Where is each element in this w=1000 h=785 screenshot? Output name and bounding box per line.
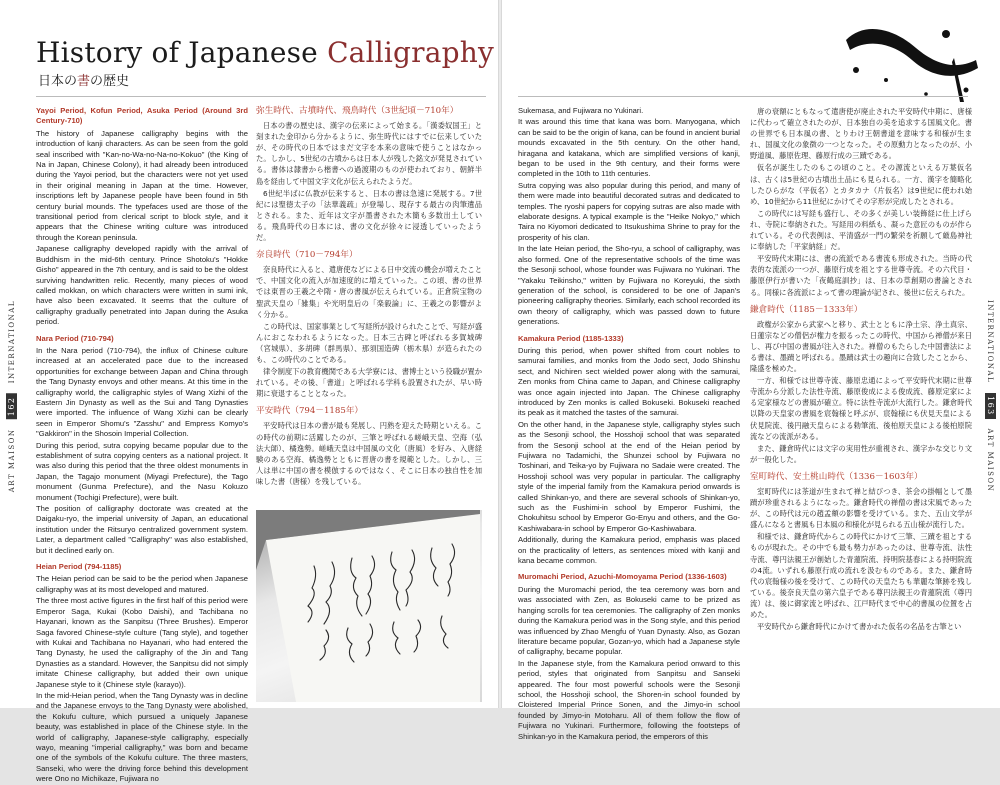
paragraph: In the Nara period (710-794), the influx of Chinese culture increased at an accelerated pace due to the increased opportunities for exchange between Japan and China through the Tang Dynasty envoys and other means. At this time in the calligraphy world, the calligraphic styles of Wang Xizhi of the Eastern Jin Dynasty as well as the Sui and Tang Dynasties were imported. The influence of Wang Xizhi can be clearly seen in Emperor Shomu's "Zasshu" and Empress Komyo's "Gakkiron" in the Shosoin Imperial Collection. bbox=[36, 345, 248, 439]
right-side-label: INTERNATIONAL 163 ART MAISON bbox=[986, 300, 995, 493]
left-page bbox=[0, 0, 498, 784]
paragraph: On the other hand, in the Japanese style, calligraphy styles such as the Sesonji school, the Hosshoji school that was separated from the Sesonji school at the end of the Heian period by Fujiwara no Tadamichi, the Shunzei school by Fujiwara no Toshinari, and Teika-yo by Fujiwara no Sadaie were created. The Hosshoji school was very popular in particular. The calligraphy style of the imperial family from the Kamakura period onwards is called Shinkan-yo, and there are several schools of Shinkan-yo, such as the Fushimi-in school by Emperor Fushimi, the Chokuhitsu school by Emperor Go-Enyu and others, and the Go-Kashiwabara-in school by Emperor Go-Kashiwabara. bbox=[518, 419, 740, 533]
paragraph: 律令制度下の教育機関である大学寮には、書博士という役職が置かれている。その後、「書道」と呼ばれる学科も設置されたが、早い時期に衰退することとなった。 bbox=[256, 367, 482, 399]
paragraph: 奈良時代に入ると、遣唐使などによる日中交流の機会が増えたことで、中国文化の流入が加速度的に増えていった。この頃、書の世界では東晋の王羲之や隋・唐の書風が伝えられている。正倉院宝物の聖武天皇の「雑集」や光明皇后の「楽毅論」に、王羲之の影響がよく分かる。 bbox=[256, 265, 482, 319]
paragraph: また、鎌倉時代には文字の実用性が重視され、漢字かな交じり文が一般化した。 bbox=[750, 443, 972, 464]
japanese-column-2 bbox=[750, 106, 972, 702]
paragraph: The Heian period can be said to be the period when Japanese calligraphy was at its most developed and matured. bbox=[36, 574, 248, 594]
paragraph: The three most active figures in the first half of this period were Emperor Saga, Kukai (Kobo Daishi), and Tachibana no Hayanari, known as the Sanpitsu (Three Brushes). Emperor Saga favored Chinese-style culture (Tang style), and together with Kukai and Tachibana no Hayanari, who had entered the Tang Dynasty, he used the calligraphy of the Jin and Tang Dynasties as a standard. However, the Sanpitsu did not simply imitate Chinese calligraphy, but added their own unique Japanese style to it (Chinese style (karayo)). bbox=[36, 596, 248, 689]
paragraph: The position of calligraphy doctorate was created at the Daigaku-ryo, the imperial university of Japan, an educational institution under the Ritsuryo centralized government system. Later, a department called "Calligraphy" was also established, but it declined early on. bbox=[36, 504, 248, 555]
paragraph: During this period, when power shifted from court nobles to samurai families, and monks from the Jodo sect, Jodo Shinshu sect, and Nichiren sect wielded power along with the samurai, Zen monks from China came to Japan, and Chinese calligraphy was once again injected into Japan. The Chinese calligraphy introduced by Zen monks is called Bokuseki. Bokuseki reached its peak as it matched the tastes of the samurai. bbox=[518, 345, 740, 418]
paragraph: 平安時代から鎌倉時代にかけて書かれた仮名の名品を古筆とい bbox=[757, 622, 962, 632]
paragraph: 仮名が誕生したのもこの頃のこと。その源流といえる万葉仮名は、古くは5世紀の古墳出土品にも見られる。一方、漢字を簡略化したひらがな（平仮名）とカタカナ（片仮名）は9世紀に使われ始め、10世紀から11世紀にかけてその字形が完成したとされる。 bbox=[750, 163, 972, 206]
paragraph: Japanese calligraphy developed rapidly with the arrival of Buddhism in the mid-6th century. Prince Shotoku's "Hokke Gisho" appeared in the 7th century, and is said to be the oldest surviving handwritten relic. Recently, many pieces of wood called mokkan, on which characters were written in sumi ink, have also been excavated. It seems that the culture of calligraphy gradually penetrated into Japan during the Asuka period. bbox=[36, 244, 248, 327]
paragraph: 唐の衰額にともなって遣唐使が廃止された平安時代中期に、唐様に代わって確立されたのが、日本独自の美を追求する国風文化。書の世界でも日本風の書、とりわけ王朝書道を意味する和様が生まれ、国風文化の象徴の一つとなった。その原動力となったのが、小野道風、藤原佐理、藤原行成の三蹟である。 bbox=[750, 107, 972, 161]
paragraph: 政権が公家から武家へと移り、武士とともに浄土宗、浄土真宗、日蓮宗などの僧侶が権力を振るったこの時代、中国から禅僧が来日し、再び中国の書風が注入された。禅僧のもたらした中国書法による書は、墨蹟と呼ばれる。墨蹟は武士の趣向に合致したことから、隆盛を極めた。 bbox=[750, 319, 972, 374]
title-rule bbox=[36, 96, 486, 97]
paragraph: Sutra copying was also popular during this period, and many of them were made into beautiful decorated sutras and dedicated to temples. The ryoshi papers for copying sutras are also made with elaborate designs. A typical example is the "Heike Nokyo," which Taira no Kiyomori dedicated to Itsukushima Shrine to pray for the prosperity of his clan. bbox=[518, 180, 740, 242]
english-column-2 bbox=[518, 106, 740, 741]
section-heading: 奈良時代（710－794年） bbox=[256, 250, 358, 261]
paragraph: In the mid-Heian period, when the Tang Dynasty was in decline and the Japanese envoys to the Tang Dynasty were abolished, the Kokufu culture, which pursued a uniquely Japanese beauty, was established in place of the Chinese style. In the world of calligraphy, Japanese-style calligraphy, especially wayo, meaning "imperial calligraphy," was born and became one of the symbols of the Kokufu culture. The three masters, Sanseki, who were the driving force behind this development were Ono no Michikaze, Fujiwara no bbox=[36, 690, 248, 784]
section-heading: Yayoi Period, Kofun Period, Asuka Period (Around 3rd Century-710) bbox=[36, 106, 248, 126]
right-rule bbox=[518, 96, 968, 97]
page-title: History of Japanese Calligraphy bbox=[36, 36, 495, 69]
paragraph: 平安時代は日本の書が最も発展し、円熟を迎えた時期といえる。この時代の前期に活躍したのが、三筆と呼ばれる嵯峨天皇、空海（弘法大師）、橘逸勢。嵯峨天皇は中国風の文化（唐風）を好み、入唐経験のある空海、橘逸勢とともに晋唐の書を規範とした。しかし、三人は単に中国の書を模倣するのではなく、そこに日本の独自性を加味した書（唐様）を残している。 bbox=[256, 421, 482, 486]
paragraph: In the Japanese style, from the Kamakura period onward to this period, styles that originated from Sanpitsu and Sanseki appeared. The four most powerful schools were the Sesonji school, the Hosshoji school, the Shoren-in school founded by Cloistered Imperial Prince Sonen, and the Jimyo-in school founded by Jimyo-in Motoharu. All of them follow the flow of Fujiwara no Yukinari. Furthermore, following the footsteps of Shinkan-yo in the Kamakura period, the emperors of this bbox=[518, 658, 740, 741]
paragraph: 平安時代末期には、書の流派である書流も形成された。当時の代表的な流派の一つが、藤原行成を祖とする世尊寺流。その六代目・藤原伊行が書いた「夜鶴庭訓抄」は、日本の草創期の書論とされる。同様に各流派によって書の理論が記され、後世に伝えられた。 bbox=[750, 254, 972, 297]
section-heading: Heian Period (794-1185) bbox=[36, 562, 122, 572]
paragraph: Additionally, during the Kamakura period, emphasis was placed on the practicality of letters, as sentences mixed with kanji and kana became common. bbox=[518, 535, 740, 566]
calligraphy-sheet-illustration bbox=[256, 510, 482, 702]
paragraph: During the Muromachi period, the tea ceremony was born and was associated with Zen, as Bokuseki came to be prized as hanging scrolls for tea ceremonies. The calligraphy of Zen monks during the Kamakura period was in the Song style, and this period was influenced by Zhao Mengfu of Yuan Dynasty. Also, as Gozan literature became popular, Gozan-yo, which had a Japanese style of calligraphy, became popular. bbox=[518, 584, 740, 657]
english-column-1 bbox=[36, 106, 248, 784]
page-number-right: 163 bbox=[985, 393, 996, 419]
calligraphy-photo bbox=[256, 510, 482, 702]
left-side-label: ART MAISON 162 INTERNATIONAL bbox=[7, 300, 16, 493]
section-heading: 室町時代、安土桃山時代（1336－1603年） bbox=[750, 471, 923, 482]
section-heading: Muromachi Period, Azuchi-Momoyama Period (1336-1603) bbox=[518, 572, 727, 582]
ink-splash-decoration bbox=[826, 10, 986, 110]
paragraph: It was around this time that kana was born. Manyogana, which can be said to be the origin of kana, can be found in ancient burial mounds excavated in the 5th century. On the other hand, hiragana and katakana, which are simplified versions of kanji, began to be used in the 9th century, and their forms were completed in the 10th to 11th centuries. bbox=[518, 117, 740, 179]
paragraph: The history of Japanese calligraphy begins with the introduction of kanji characters. As can be seen from the gold seal inscribed with "Kan-no-Wa-no-Na-no-Kokuo" (the King of Na in Japan, Chinese Colony), it had already been introduced during the Yayoi period, but the characters were not yet used in their original meaning in Japan at the time. However, inscriptions left by Japanese people have been found in 5th century burial mounds. The typefaces used are those of the transitional period from clerical script to block style, and it appears that the Chinese writing culture was introduced through the Korean peninsula. bbox=[36, 128, 248, 242]
section-heading: Kamakura Period (1185-1333) bbox=[518, 333, 624, 343]
paragraph: During this period, sutra copying became popular due to the establishment of sutra copying centers as a national project. It was also during this period that the three oldest monuments in Japan, the Tagajo monument (Miyagi Prefecture), the Tago monument (Gunma Prefecture), and the Nasu Kokuzo monument (Tochigi Prefecture), were built. bbox=[36, 440, 248, 502]
section-heading: 弥生時代、古墳時代、飛鳥時代（3世紀頃－710年） bbox=[256, 106, 459, 116]
paragraph: Sukemasa, and Fujiwara no Yukinari. bbox=[518, 106, 644, 115]
paragraph: この時代には写経も盛行し、その多くが美しい装飾経に仕上げられ、寺院に奉納された。写経用の料紙も、凝った意匠のものが作られている。その代表例は、平清盛が一門の繁栄を祈願して厳島神社に奉納した「平家納経」だ。 bbox=[750, 208, 972, 252]
japanese-column-1 bbox=[256, 106, 482, 502]
section-heading: 平安時代（794－1185年） bbox=[256, 406, 364, 417]
page-subtitle: 日本の書の歴史 bbox=[38, 74, 130, 89]
right-page bbox=[502, 0, 1000, 741]
page-number-left: 162 bbox=[6, 393, 17, 419]
paragraph: In the late Heian period, the Sho-ryu, a school of calligraphy, was also formed. One of the representative schools of the time was the Sesonji school, whose founder was Fujiwara no Yukinari. The "Yakaku Teikinsho," written by Fujiwara no Koreyuki, the sixth generation of the school, is considered to be one of Japan's pioneering calligraphy theories. Similarly, each school recorded its own theory of calligraphy, which was passed down to future generations. bbox=[518, 244, 740, 327]
paragraph: 6世紀半ばに仏教が伝来すると、日本の書は急速に発展する。7世紀には聖徳太子の「法華義疏」が登場し、現存する最古の肉筆遺品とされる。また、近年は文字が墨書された木簡も多数出土している。飛鳥時代の日本には、書の文化が徐々に浸透していったようだ。 bbox=[256, 188, 482, 243]
paragraph: 和様では、鎌倉時代からこの時代にかけて三筆、三蹟を祖とするものが現れた。その中でも最も勢力があったのは、世尊寺流、法性寺流、尊円法親王が創始した青蓮院流、持明院基春による持明院流の4流。いずれも藤原行成の流れを汲むものである。また、鎌倉時代の宸翰様の後を受けて、この時代の天皇たちも華麗な筆跡を残している。後奈良天皇の第六皇子である尊円法親王の青蓮院流（尊円流）は、後に御家流と呼ばれ、江戸時代まで中心的書風の位置を占めた。 bbox=[750, 532, 972, 620]
paragraph: 室町時代には茶道が生まれて禅と結びつき、茶会の掛幅として墨蹟が珍重されるようになった。鎌倉時代の禅僧の書は宋風であったが、この時代は元の趙孟頫の影響を受けている。また、五山文学が盛んになると書風も日本風の和様化が見られる五山様が流行した。 bbox=[750, 487, 972, 530]
section-heading: 鎌倉時代（1185－1333年） bbox=[750, 304, 863, 315]
paragraph: 一方、和様では世尊寺流、藤原忠通によって平安時代末期に世尊寺流から分派した法性寺流、藤原俊成による俊成流、藤原定家による定家様などの書風が確立。特に法性寺流が大流行した。鎌倉時代以降の天皇家の書風を宸翰様と呼ぶが、宸翰様にも伏見天皇による伏見院流、後円融天皇らによる勅筆流、後柏原天皇による後柏原院流などの流派がある。 bbox=[750, 376, 972, 441]
section-heading: Nara Period (710-794) bbox=[36, 333, 114, 343]
paragraph: この時代は、国家事業として写経所が設けられたことで、写経が盛んにおこなわれるようになった。日本三古碑と呼ばれる多賀城碑（宮城県）、多胡碑（群馬県）、那須国造碑（栃木県）が造られたのも、この時代のことである。 bbox=[256, 321, 482, 364]
paragraph: 日本の書の歴史は、漢字の伝来によって始まる。「漢委奴国王」と刻まれた金印から分かるように、弥生時代にはすでに伝来していたが、その時代の日本ではまだ文字を本来の意味で使うことはなかった。しかし、5世紀の古墳からは日本人が残した銘文が発見されている。書体は隷書から楷書への過渡期のものが使われており、朝鮮半島を経由して中国文字文化が伝えられたようだ。 bbox=[256, 121, 482, 186]
